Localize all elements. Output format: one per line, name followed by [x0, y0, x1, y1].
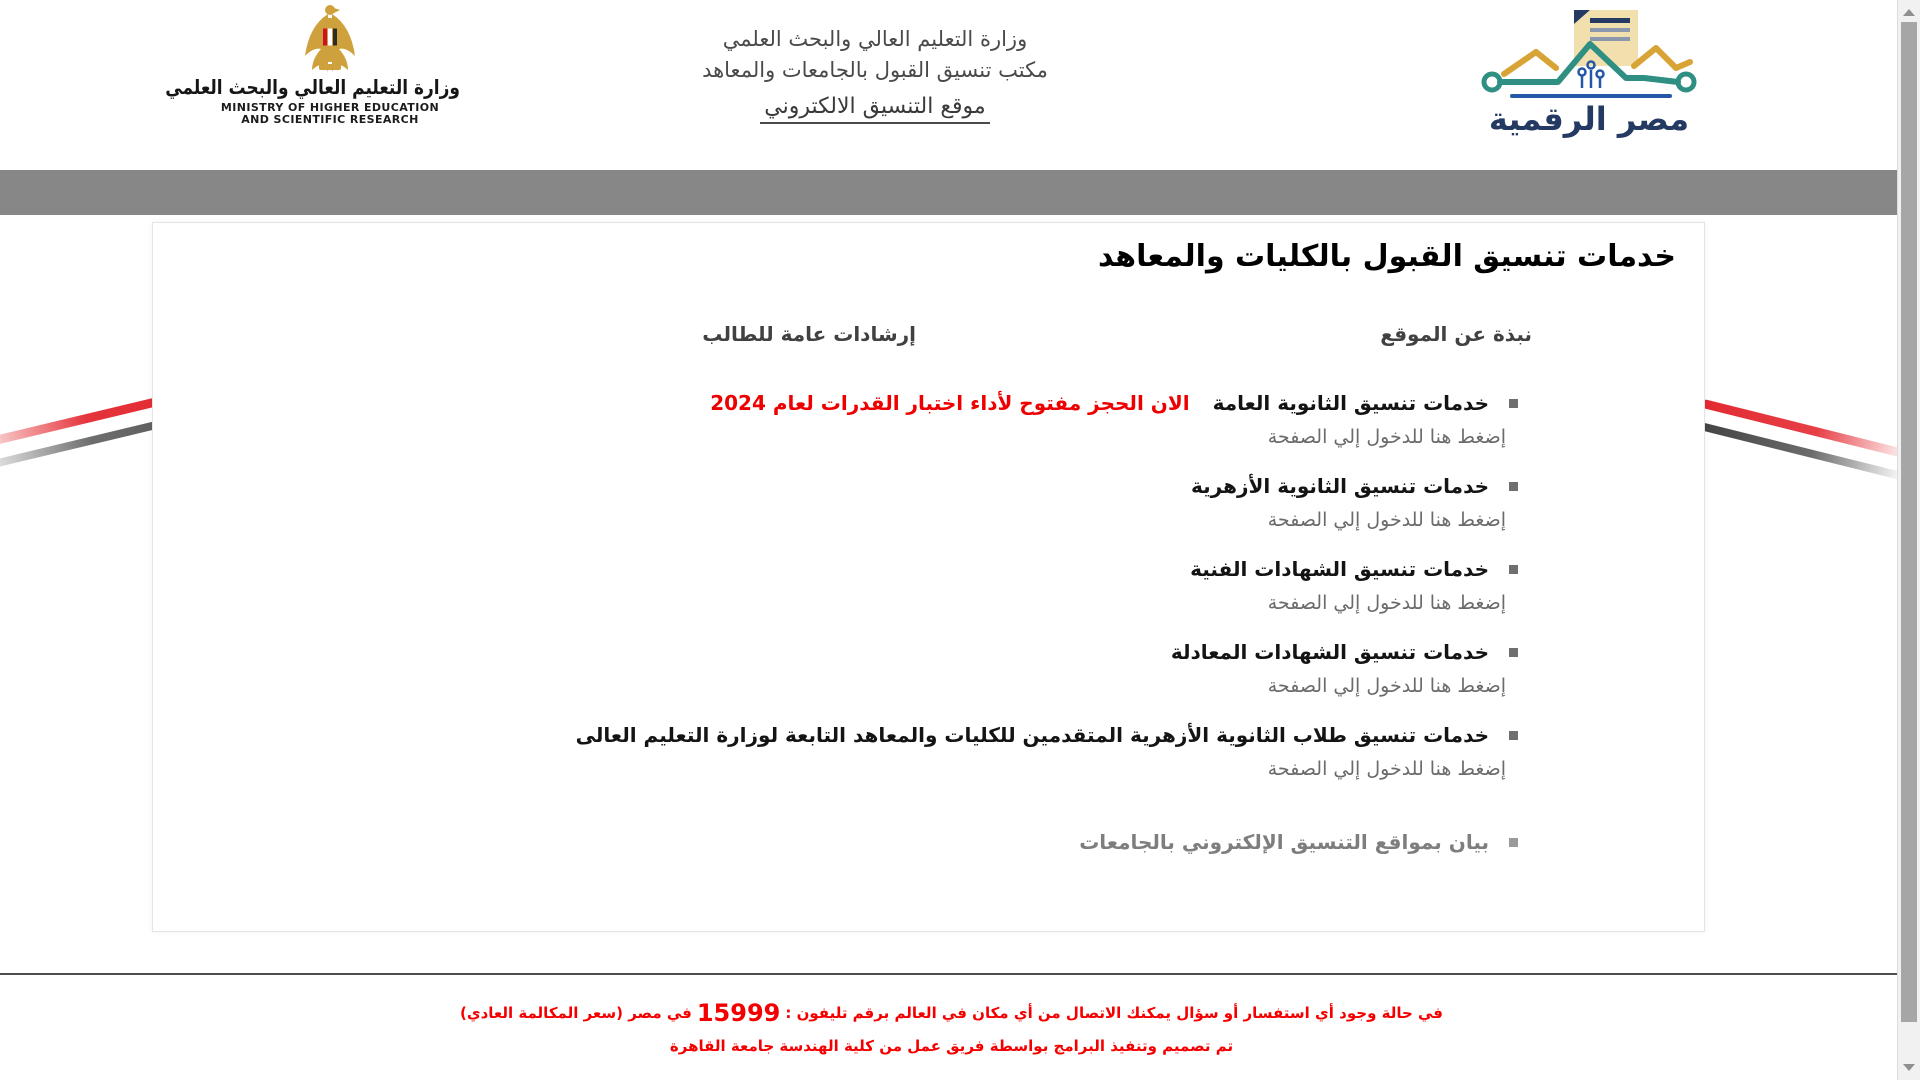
scroll-up-arrow-icon[interactable]	[1903, 9, 1915, 16]
service-item-azhar-secondary	[153, 473, 1518, 531]
digital-egypt-logo	[1478, 4, 1700, 138]
service-title: خدمات تنسيق طلاب الثانوية الأزهرية المتقدمين للكليات والمعاهد التابعة لوزارة التعليم العالى	[575, 723, 1490, 747]
footer-phone-number: 15999	[696, 999, 781, 1027]
service-notice: الان الحجز مفتوح لأداء اختبار القدرات لعام 2024	[710, 391, 1190, 415]
service-enter-link[interactable]: إضغط هنا للدخول إلي الصفحة	[1267, 758, 1506, 780]
square-bullet-icon	[1509, 838, 1518, 847]
service-enter-link[interactable]: إضغط هنا للدخول إلي الصفحة	[1267, 426, 1506, 448]
service-enter-link[interactable]: إضغط هنا للدخول إلي الصفحة	[1267, 509, 1506, 531]
service-title: خدمات تنسيق الثانوية العامة	[1212, 391, 1490, 415]
egypt-eagle-emblem-icon	[294, 2, 366, 76]
service-item-thanaweya-amma	[153, 390, 1518, 448]
vertical-scrollbar[interactable]	[1897, 0, 1920, 1080]
scroll-down-arrow-icon[interactable]	[1903, 1064, 1915, 1071]
ministry-caption-line1: MINISTRY OF HIGHER EDUCATION	[220, 101, 440, 114]
student-guidelines-link[interactable]: إرشادات عامة للطالب	[702, 322, 916, 346]
digital-egypt-pyramids-icon	[1478, 4, 1700, 138]
service-item-azhar-applicants	[153, 722, 1518, 780]
footer-credit-line: تم تصميم وتنفيذ البرامج بواسطة فريق عمل من كلية الهندسة جامعة القاهرة	[669, 1037, 1234, 1055]
service-item-technical-certs	[153, 556, 1518, 614]
header-line2: مكتب تنسيق القبول بالجامعات والمعاهد	[702, 58, 1048, 82]
tansik-site-link[interactable]: موقع التنسيق الالكتروني	[760, 94, 989, 124]
service-enter-link[interactable]: إضغط هنا للدخول إلي الصفحة	[1267, 675, 1506, 697]
footer-contact-suffix: في مصر (سعر المكالمة العادي)	[460, 1004, 692, 1022]
scrollbar-thumb[interactable]	[1901, 22, 1917, 1022]
service-title: خدمات تنسيق الشهادات المعادلة	[1170, 640, 1490, 664]
digital-egypt-label: مصر الرقمية	[1488, 100, 1690, 138]
main-content-panel	[152, 222, 1705, 932]
ministry-caption-line2: AND SCIENTIFIC RESEARCH	[241, 113, 419, 126]
header-line1: وزارة التعليم العالي والبحث العلمي	[722, 27, 1028, 51]
header	[0, 0, 1903, 170]
page-title: خدمات تنسيق القبول بالكليات والمعاهد	[1097, 239, 1676, 274]
universities-sites-statement-link[interactable]	[153, 830, 1518, 854]
square-bullet-icon	[1509, 731, 1518, 740]
square-bullet-icon	[1509, 482, 1518, 491]
service-item-equivalent-certs	[153, 639, 1518, 697]
square-bullet-icon	[1509, 399, 1518, 408]
header-title-block	[630, 24, 1120, 124]
flag-ribbon-right	[1684, 377, 1917, 526]
service-enter-link[interactable]: إضغط هنا للدخول إلي الصفحة	[1267, 592, 1506, 614]
square-bullet-icon	[1509, 565, 1518, 574]
footer-contact-line	[0, 999, 1903, 1027]
services-list	[153, 390, 1518, 854]
service-title: خدمات تنسيق الشهادات الفنية	[1190, 557, 1490, 581]
nav-bar	[0, 170, 1903, 215]
square-bullet-icon	[1509, 648, 1518, 657]
section-links-row	[153, 322, 1704, 356]
ministry-logo	[165, 2, 460, 126]
statement-label: بيان بمواقع التنسيق الإلكتروني بالجامعات	[1079, 830, 1490, 854]
about-site-link[interactable]: نبذة عن الموقع	[1380, 322, 1532, 346]
footer-contact-prefix: في حالة وجود أي استفسار أو سؤال يمكنك الاتصال من أي مكان في العالم برقم تليفون :	[785, 1004, 1443, 1022]
footer	[0, 973, 1903, 1080]
ministry-arabic-calligraphy: وزارة التعليم العالي والبحث العلمي	[165, 76, 460, 100]
service-title: خدمات تنسيق الثانوية الأزهرية	[1191, 474, 1490, 498]
